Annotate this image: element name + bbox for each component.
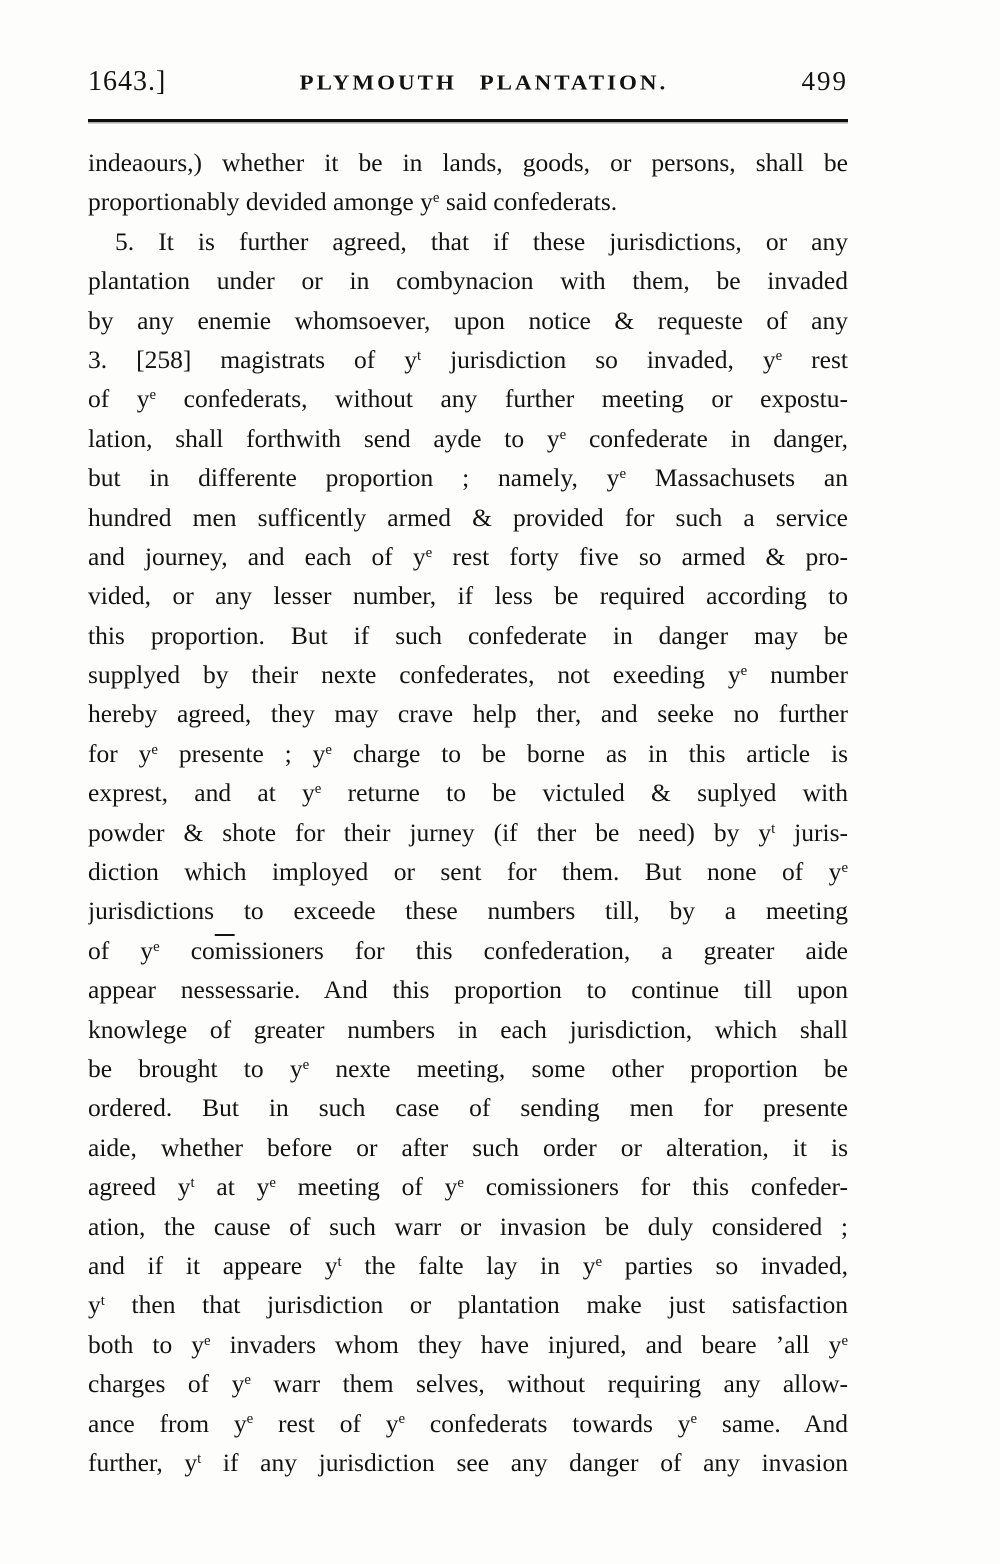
text-line: knowlege of greater numbers in each jurisdiction, which shall xyxy=(88,1014,848,1044)
text-line: this proportion. But if such confederate in danger may be xyxy=(88,620,848,650)
text-line: be brought to ye nexte meeting, some other proportion be xyxy=(88,1053,848,1083)
text-line: proportionably devided amonge ye said confederats. xyxy=(88,187,618,217)
page-header xyxy=(88,66,848,98)
text-line: jurisdictions to exceede these numbers till, by a meeting xyxy=(88,896,848,926)
text-line: of ye confederats, without any further meeting or expostu- xyxy=(88,384,848,414)
text-line: agreed yt at ye meeting of ye comissioners for this confeder- xyxy=(88,1172,848,1202)
text-line: aide, whether before or after such order or alteration, it is xyxy=(88,1132,848,1162)
header-title: PLYMOUTH PLANTATION. xyxy=(299,71,669,95)
header-page-number: 499 xyxy=(801,66,848,96)
body-text xyxy=(88,143,848,1482)
text-line: lation, shall forthwith send ayde to ye confederate in danger, xyxy=(88,423,848,453)
text-line: exprest, and at ye returne to be victuled & suplyed with xyxy=(88,778,848,808)
text-line: by any enemie whomsoever, upon notice & requeste of any xyxy=(88,305,848,335)
text-line: for ye presente ; ye charge to be borne as in this article is xyxy=(88,738,848,768)
header-rule xyxy=(88,119,848,122)
text-line: supplyed by their nexte confederates, not exeeding ye number xyxy=(88,660,848,690)
text-line: hereby agreed, they may crave help ther, and seeke no further xyxy=(88,699,848,729)
header-year: 1643.] xyxy=(88,66,167,97)
text-line: 3. [258] magistrats of yt jurisdiction so invaded, ye rest xyxy=(88,344,848,374)
text-line: hundred men sufficently armed & provided for such a service xyxy=(88,502,848,532)
text-line: both to ye invaders whom they have injured, and beare ’all ye xyxy=(88,1329,848,1359)
text-line: powder & shote for their jurney (if ther be need) by yt juris- xyxy=(88,817,848,847)
text-line: appear nessessarie. And this proportion to continue till upon xyxy=(88,975,848,1005)
text-line: of ye $co\overline{m}issioners$ for this confederation, a greater aide xyxy=(88,935,848,965)
text-line: ation, the cause of such warr or invasion be duly considered ; xyxy=(88,1211,848,1241)
text-line: plantation under or in combynacion with them, be invaded xyxy=(88,266,848,296)
text-line: yt then that jurisdiction or plantation make just satisfaction xyxy=(88,1290,848,1320)
text-line: ordered. But in such case of sending men for presente xyxy=(88,1093,848,1123)
text-line: and journey, and each of ye rest forty five so armed & pro- xyxy=(88,541,848,571)
text-line: vided, or any lesser number, if less be required according to xyxy=(88,581,848,611)
text-line: diction which imployed or sent for them. But none of ye xyxy=(88,857,848,887)
text-line: indeaours,) whether it be in lands, goods, or persons, shall be xyxy=(88,148,848,177)
text-line: further, yt if any jurisdiction see any danger of any invasion xyxy=(88,1447,848,1477)
text-line: and if it appeare yt the falte lay in ye parties so invaded, xyxy=(88,1250,848,1280)
text-line: but in differente proportion ; namely, ye Massachusets an xyxy=(88,463,848,493)
text-line: charges of ye warr them selves, without requiring any allow- xyxy=(88,1369,848,1399)
text-line: ance from ye rest of ye confederats towards ye same. And xyxy=(88,1408,848,1438)
text-line: 5. It is further agreed, that if these jurisdictions, or any xyxy=(115,226,848,256)
